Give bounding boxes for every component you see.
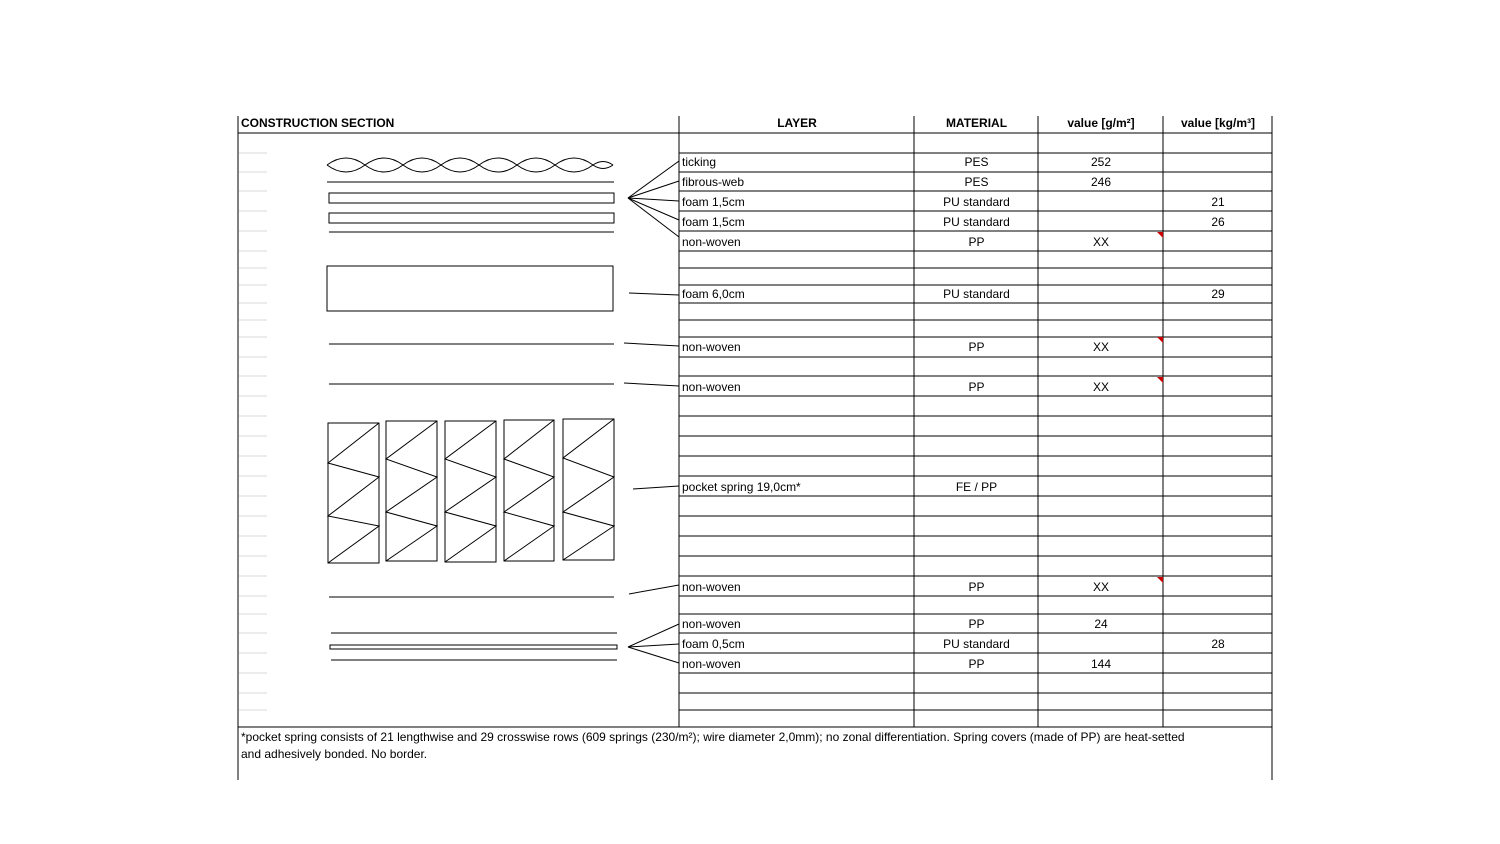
layer-cell: non-woven (682, 657, 741, 671)
layer-cell: foam 1,5cm (682, 195, 745, 209)
table-grid (238, 116, 1272, 780)
pocket-spring-shape (328, 419, 614, 563)
layer-cell: non-woven (682, 235, 741, 249)
layer-cell: non-woven (682, 580, 741, 594)
foam-1-5cm-shape-b (329, 213, 614, 223)
faint-gridlines (239, 153, 267, 710)
foam-1-5cm-shape-a (329, 193, 614, 203)
layer-cell: ticking (682, 155, 717, 169)
kgm3-cell: 26 (1211, 215, 1225, 229)
material-cell: PP (968, 380, 985, 394)
value-kgm3-header: value [kg/m³] (1180, 116, 1255, 130)
material-cell: PU standard (943, 637, 1010, 651)
material-cell: PP (968, 617, 985, 631)
footnote (241, 729, 1271, 763)
kgm3-cell: 28 (1211, 637, 1225, 651)
gm2-cell: XX (1092, 580, 1109, 594)
layer-cell: foam 1,5cm (682, 215, 745, 229)
material-cell: FE / PP (955, 480, 998, 494)
gm2-cell: XX (1092, 235, 1109, 249)
construction-section-header: CONSTRUCTION SECTION (241, 116, 395, 130)
material-cell: PP (968, 235, 985, 249)
foam-0-5cm-shape (330, 645, 617, 649)
gm2-cell: XX (1092, 340, 1109, 354)
material-cell: PP (968, 657, 985, 671)
layer-cell: non-woven (682, 340, 741, 354)
layer-header: LAYER (777, 116, 817, 130)
material-cell: PES (964, 155, 989, 169)
value-gm2-header: value [g/m²] (1067, 116, 1135, 130)
material-cell: PP (968, 580, 985, 594)
leader-lines (624, 161, 679, 663)
kgm3-cell: 21 (1211, 195, 1225, 209)
gm2-cell: XX (1092, 380, 1109, 394)
gm2-cell: 144 (1090, 657, 1112, 671)
material-cell: PU standard (943, 287, 1010, 301)
layer-cell: non-woven (682, 380, 741, 394)
material-cell: PP (968, 340, 985, 354)
material-cell: PU standard (943, 215, 1010, 229)
layer-cell: non-woven (682, 617, 741, 631)
material-header: MATERIAL (945, 116, 1008, 130)
layer-cell: fibrous-web (682, 175, 745, 189)
layer-cell: foam 6,0cm (682, 287, 745, 301)
ticking-layer-shape (327, 158, 613, 172)
layer-cell: pocket spring 19,0cm* (682, 480, 801, 494)
layer-cell: foam 0,5cm (682, 637, 745, 651)
foam-6cm-shape (327, 266, 613, 311)
gm2-cell: 24 (1094, 617, 1108, 631)
gm2-cell: 252 (1090, 155, 1112, 169)
footnote-line-2: and adhesively bonded. No border. (241, 747, 428, 761)
material-cell: PES (964, 175, 989, 189)
footnote-line-1: *pocket spring consists of 21 lengthwise and 29 crosswise rows (609 springs (230/m²); wire diameter 2,0mm); no zonal differentiation. Spring covers (made of PP) are heat-setted (241, 730, 1185, 744)
gm2-cell: 246 (1090, 175, 1112, 189)
material-cell: PU standard (943, 195, 1010, 209)
kgm3-cell: 29 (1211, 287, 1225, 301)
